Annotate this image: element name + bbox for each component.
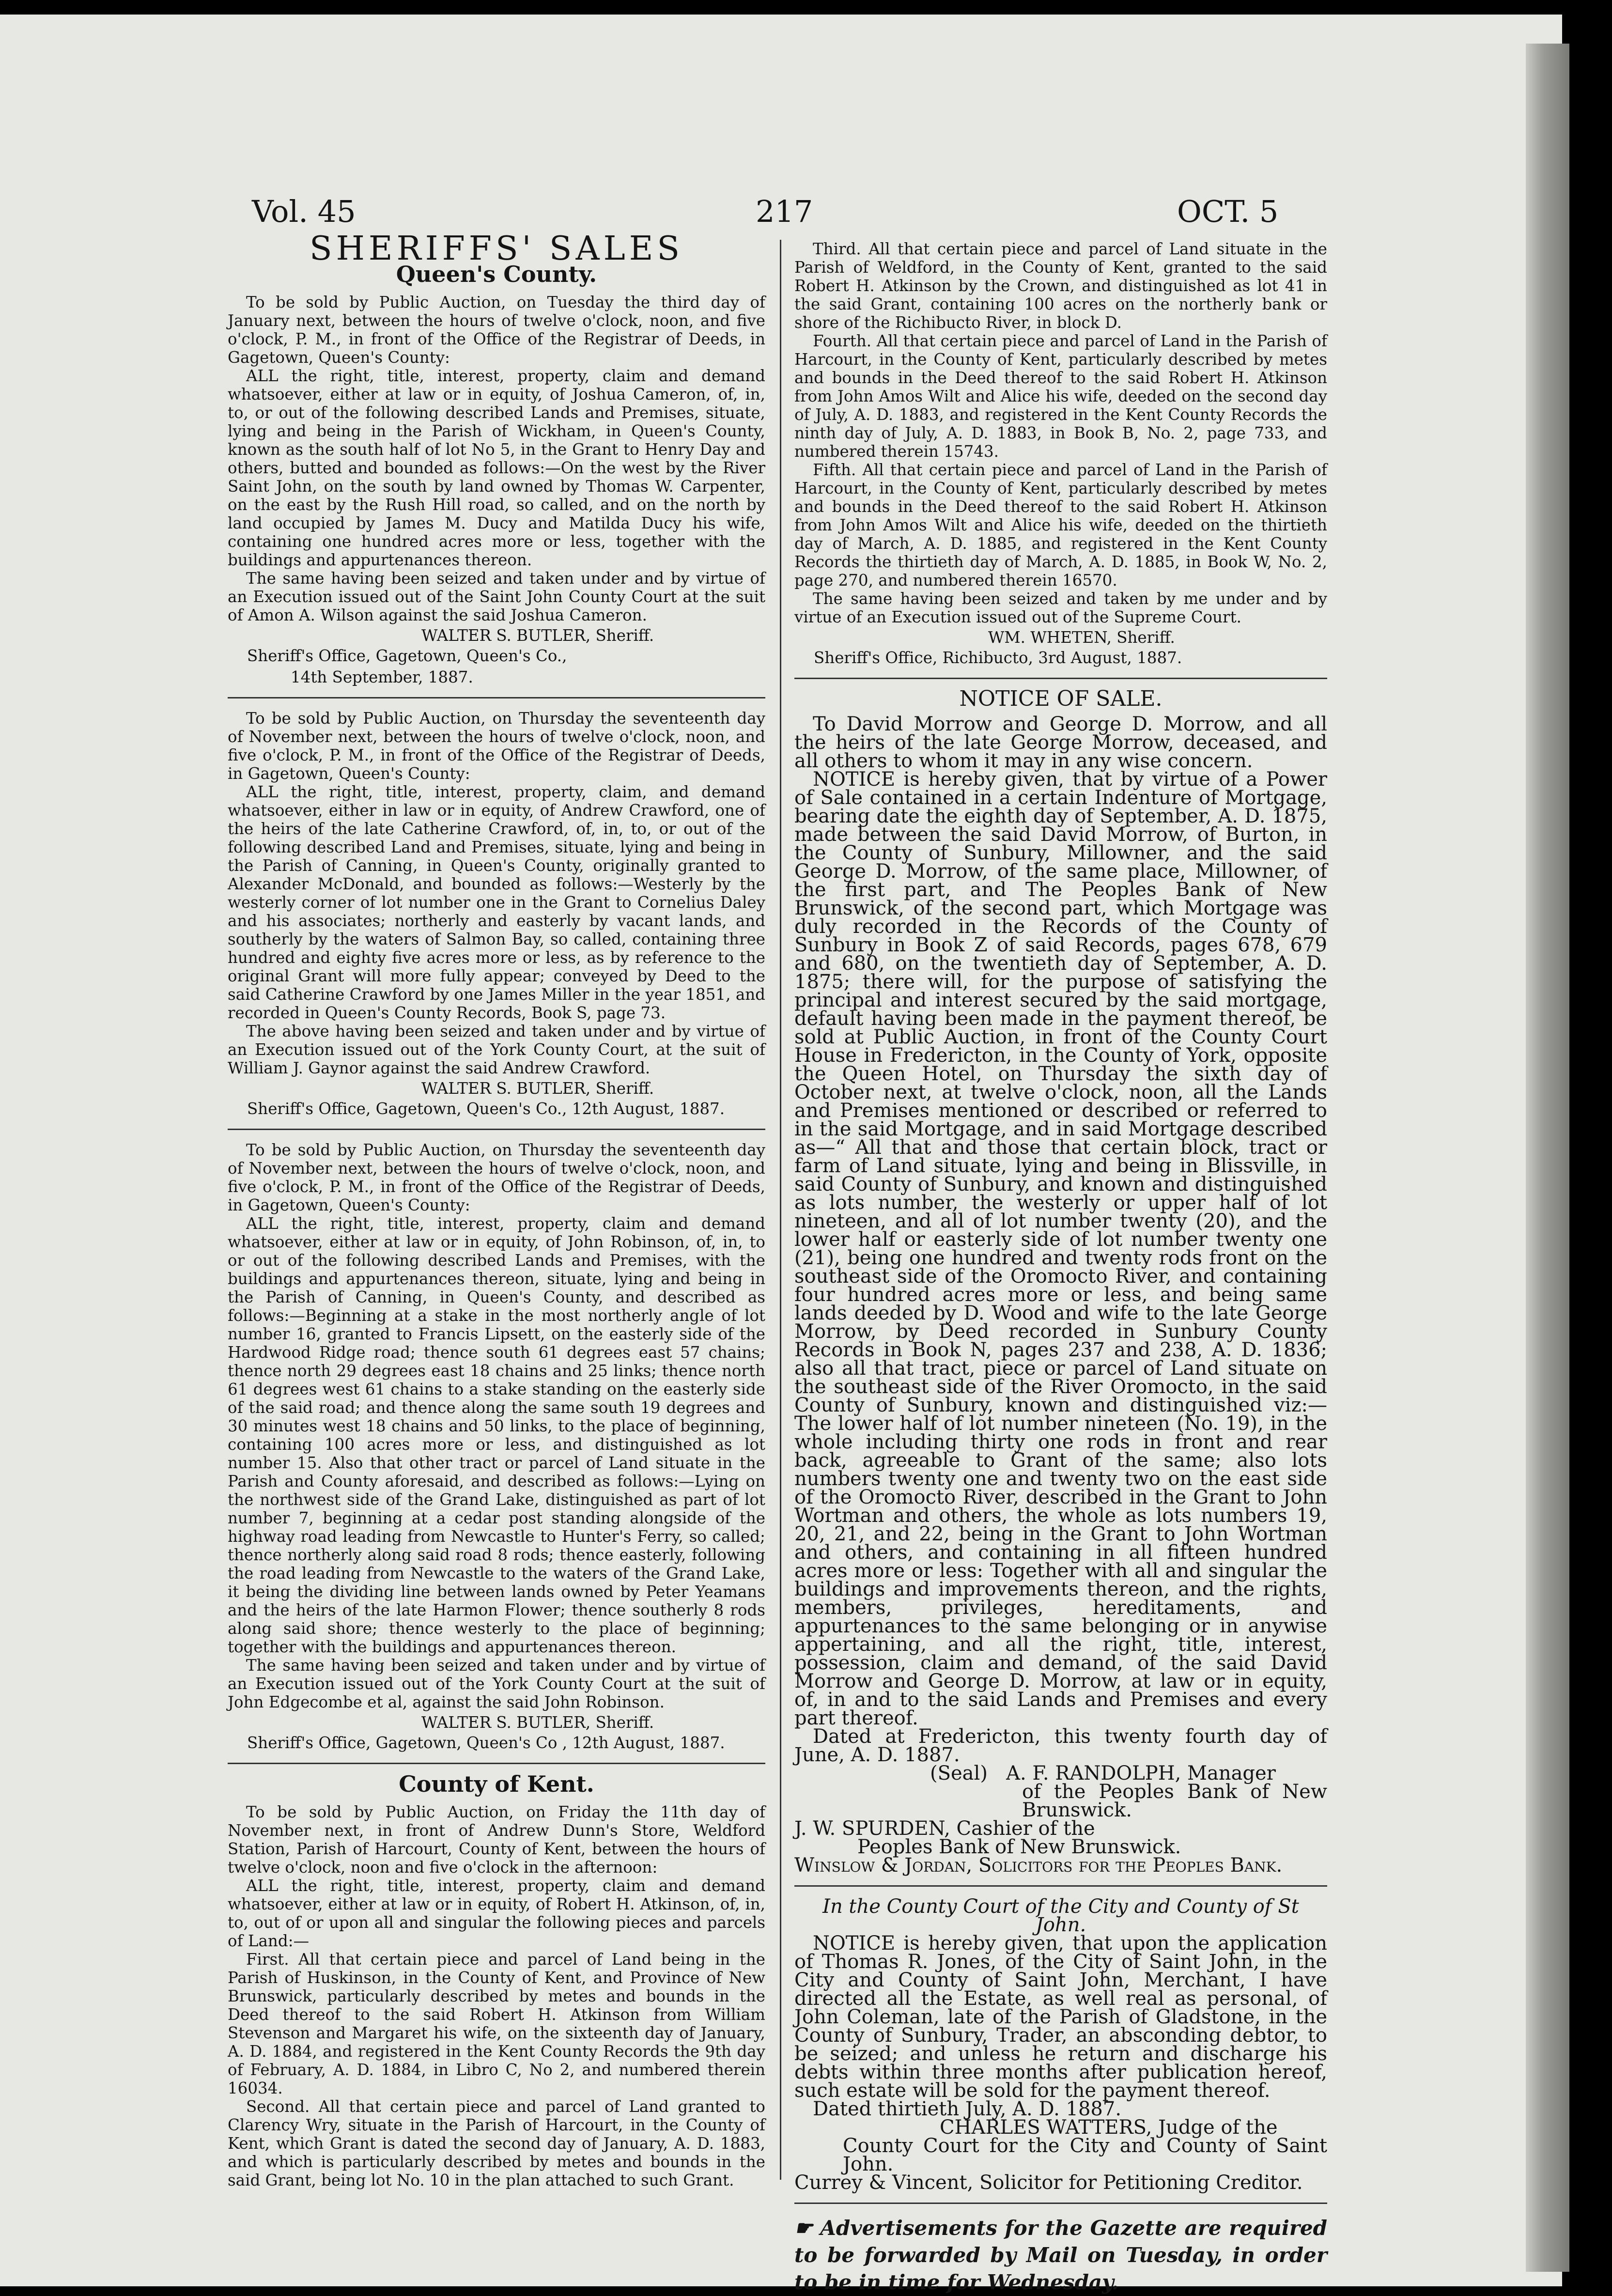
- notice-seizure: The same having been seized and taken under and by virtue of an Execution issued out of the Saint John County Court at the suit of Amon A. Wilson against the said Joshua Cameron.: [228, 569, 765, 624]
- notice-body: ALL the right, title, interest, property, claim, and demand whatsoever, either in law or in equity, of Andrew Crawford, one of the heirs of the late Catherine Crawford, of, in, to, or out of the following described Land and Premises, situate, lying and being in the Parish of Canning, in Queen's County, originally granted to Alexander McDonald, and bounded as follows:—Westerly by the westerly corner of lot number one in the Grant to Cornelius Daley and his associates; northerly and easterly by vacant lands, and southerly by the waters of Salmon Bay, so called, containing three hundred and eighty five acres more or less, as by reference to the original Grant will more fully appear; conveyed by Deed to the said Catherine Crawford by one James Miller in the year 1851, and recorded in Queen's County Records, Book S, page 73.: [228, 783, 765, 1022]
- right-column: [794, 240, 1327, 2296]
- sheriff-signature: WALTER S. BUTLER, Sheriff.: [421, 626, 654, 645]
- notice-seizure: The same having been seized and taken under and by virtue of an Execution issued out of the York County Court at the suit of John Edgecombe et al, against the said John Robinson.: [228, 1656, 765, 1711]
- sheriff-office: Sheriff's Office, Gagetown, Queen's Co., 12th August, 1887.: [247, 1100, 725, 1118]
- parcel-third: Third. All that certain piece and parcel of Land situate in the Parish of Weldford, in the County of Kent, granted to the said Robert H. Atkinson by the Crown, and distinguished as lot 41 in the said Grant, containing 100 acres on the northerly bank or shore of the Richibucto River, in block D.: [794, 240, 1327, 332]
- left-column: [228, 230, 765, 2189]
- sheriff-signature: WM. WHETEN, Sheriff.: [988, 628, 1175, 647]
- cashier-signature: J. W. SPURDEN, Cashier of the: [794, 1817, 1095, 1840]
- parcel-first: First. All that certain piece and parcel of Land being in the Parish of Huskinson, in the County of Kent, and Province of New Brunswick, particularly described by metes and bounds in the Deed thereof to the said Robert H. Atkinson from William Stevenson and Margaret his wife, on the sixteenth day of January, A. D. 1884, and registered in the Kent County Records the 9th day of February, A. D. 1884, in Libro C, No 2, and numbered therein 16034.: [228, 1950, 765, 2097]
- court-notice-date: Dated thirtieth July, A. D. 1887.: [813, 2098, 1122, 2120]
- notice-intro: To be sold by Public Auction, on Friday the 11th day of November next, in front of Andrew Dunn's Store, Weldford Station, Parish of Harcourt, County of Kent, between the hours of twelve o'clock, noon and five o'clock in the afternoon:: [228, 1803, 765, 1877]
- notice-of-sale-heading: NOTICE OF SALE.: [959, 686, 1162, 711]
- notice-seizure: The above having been seized and taken under and by virtue of an Execution issued out of the York County Court, at the suit of William J. Gaynor against the said Andrew Crawford.: [228, 1022, 765, 1077]
- book-spine-edge: [1526, 44, 1569, 2272]
- sheriff-office: Sheriff's Office, Richibucto, 3rd August, 1887.: [814, 649, 1182, 667]
- section-rule: [794, 678, 1327, 679]
- manager-signature: A. F. RANDOLPH, Manager: [1006, 1762, 1276, 1784]
- sheriff-office: Sheriff's Office, Gagetown, Queen's Co.,: [247, 647, 567, 665]
- section-rule: [228, 697, 765, 698]
- section-rule: [228, 1763, 765, 1764]
- advertisement-text: Advertisements for the Gazette are required to be forwarded by Mail on Tuesday, in order to be in time for Wednesday.: [794, 2216, 1327, 2294]
- notice-addressees: To David Morrow and George D. Morrow, and all the heirs of the late George Morrow, deceased, and all others to whom it may in any wise concern.: [794, 713, 1327, 772]
- creditor-solicitor: Currey & Vincent, Solicitor for Petitioning Creditor.: [794, 2172, 1303, 2194]
- column-divider: [780, 240, 781, 2180]
- court-notice-body: NOTICE is hereby given, that upon the application of Thomas R. Jones, of the City of Saint John, in the City and County of Saint John, Merchant, I have directed all the Estate, as well real as personal, of John Coleman, late of the Parish of Gladstone, in the County of Sunbury, Trader, an absconding debtor, to be seized; and unless he return and discharge his debts within three months after publication hereof, such estate will be sold for the payment thereof.: [794, 1932, 1327, 2102]
- manager-title: of the Peoples Bank of New Brunswick.: [1022, 1781, 1327, 1821]
- notice-body: ALL the right, title, interest, property, claim and demand whatsoever, either at law or in equity, of John Robinson, of, in, to or out of the following described Lands and Premises, with the buildings and appurtenances thereon, situate, lying and being in the Parish of Canning, in Queen's County, and described as follows:—Beginning at a stake in the most northerly angle of lot number 16, granted to Francis Lipsett, on the easterly side of the Hardwood Ridge road; thence south 61 degrees east 57 chains; thence north 29 degrees east 18 chains and 25 links; thence north 61 degrees west 61 chains to a stake standing on the easterly side of the said road; and thence along the same south 19 degrees and 30 minutes west 18 chains and 50 links, to the place of beginning, containing 100 acres more or less, and distinguished as lot number 15. Also that other tract or parcel of Land situate in the Parish and County aforesaid, and described as follows:—Lying on the northwest side of the Grand Lake, distinguished as part of lot number 7, beginning at a cedar post standing alongside of the highway road leading from Newcastle to Hunter's Ferry, so called; thence northerly along said road 8 rods; thence easterly, following the road leading from Newcastle to the waters of the Grand Lake, it being the dividing line between lands owned by Peter Yeamans and the heirs of the late Harmon Flower; thence southerly 8 rods along said shore; thence westerly to the place of beginning; together with the buildings and appurtenances thereon.: [228, 1214, 765, 1656]
- sheriff-office: Sheriff's Office, Gagetown, Queen's Co , 12th August, 1887.: [247, 1734, 725, 1752]
- parcel-fourth: Fourth. All that certain piece and parcel of Land in the Parish of Harcourt, in the County of Kent, particularly described by metes and bounds in the Deed thereof to the said Robert H. Atkinson from John Amos Wilt and Alice his wife, deeded on the second day of July, A. D. 1883, and registered in the Kent County Records the ninth day of July, A. D. 1883, in Book B, No. 2, page 733, and numbered therein 15743.: [794, 332, 1327, 461]
- sheriff-signature: WALTER S. BUTLER, Sheriff.: [421, 1079, 654, 1098]
- advertisement-notice: [794, 2215, 1327, 2296]
- judge-signature: CHARLES WATTERS, Judge of the: [940, 2116, 1278, 2139]
- seal-mark: (Seal): [930, 1762, 988, 1784]
- notice-dated: Dated at Fredericton, this twenty fourth day of June, A. D. 1887.: [794, 1725, 1327, 1766]
- notice-intro: To be sold by Public Auction, on Thursday the seventeenth day of November next, between the hours of twelve o'clock, noon, and five o'clock, P. M., in front of the Office of the Registrar of Deeds, in Gagetown, Queen's County:: [228, 1141, 765, 1214]
- section-rule: [794, 1885, 1327, 1887]
- sheriff-signature: WALTER S. BUTLER, Sheriff.: [421, 1713, 654, 1732]
- volume-label: Vol. 45: [252, 194, 356, 229]
- page-title: SHERIFFS' SALES: [310, 230, 683, 268]
- notice-intro: To be sold by Public Auction, on Thursday the seventeenth day of November next, between the hours of twelve o'clock, noon, and five o'clock, P. M., in front of the Office of the Registrar of Deeds, in Gagetown, Queen's County:: [228, 709, 765, 783]
- kent-county-heading: County of Kent.: [399, 1771, 594, 1797]
- queens-county-heading: Queen's County.: [396, 261, 597, 287]
- notice-body: ALL the right, title, interest, property, claim and demand whatsoever, either at law or in equity, of Joshua Cameron, of, in, to, or out of the following described Lands and Premises, situate, lying and being in the Parish of Wickham, in Queen's County, known as the south half of lot No 5, in the Grant to Henry Day and others, butted and bounded as follows:—On the west by the River Saint John, on the south by land owned by Thomas W. Carpenter, on the east by the Rush Hill road, so called, and on the north by land occupied by James M. Ducy and Matilda Ducy his wife, containing one hundred acres more or less, together with the buildings and appurtenances thereon.: [228, 367, 765, 569]
- court-heading: In the County Court of the City and County of St John.: [822, 1895, 1299, 1936]
- judge-title: County Court for the City and County of Saint John.: [843, 2135, 1327, 2175]
- solicitors-line: Winslow & Jordan, Solicitors for the Peoples Bank.: [794, 1854, 1283, 1877]
- section-rule: [228, 1129, 765, 1130]
- notice-of-sale-body: NOTICE is hereby given, that by virtue of a Power of Sale contained in a certain Indenture of Mortgage, bearing date the eighth day of September, A. D. 1875, made between the said David Morrow, of Burton, in the County of Sunbury, Millowner, and the said George D. Morrow, of the same place, Millowner, of the first part, and The Peoples Bank of New Brunswick, of the second part, which Mortgage was duly recorded in the Records of the County of Sunbury in Book Z of said Records, pages 678, 679 and 680, on the twentieth day of September, A. D. 1875; there will, for the purpose of satisfying the principal and interest secured by the said mortgage, default having been made in the payment thereof, be sold at Public Auction, in front of the County Court House in Fredericton, in the County of York, opposite the Queen Hotel, on Thursday the sixth day of October next, at twelve o'clock, noon, all the Lands and Premises mentioned or described or referred to in the said Mortgage, and in said Mortgage described as—“ All that and those that certain block, tract or farm of Land situate, lying and being in Blissville, in said County of Sunbury, and known and distinguished as lots number, the westerly or upper half of lot nineteen, and all of lot number twenty (20), and the lower half or easterly side of lot number twenty one (21), being one hundred and twenty rods front on the southeast side of the Oromocto River, and containing four hundred acres more or less, and being same lands deeded by D. Wood and wife to the late George Morrow, by Deed recorded in Sunbury County Records in Book N, pages 237 and 238, A. D. 1836; also all that tract, piece or parcel of Land situate on the southeast side of the River Oromocto, in the said County of Sunbury, known and distinguished viz:—The lower half of lot number nineteen (No. 19), in the whole including thirty one rods in front and rear back, agreeable to Grant of the same; also lots numbers twenty one and twenty two on the east side of the Oromocto River, described in the Grant to John Wortman and others, the whole as lots numbers 19, 20, 21, and 22, being in the Grant to John Wortman and others, and containing in all fifteen hundred acres more or less: Together with all and singular the buildings and improvements thereon, and the rights, members, privileges, hereditaments, and appurtenances to the same belonging or in anywise appertaining, and all the right, title, interest, possession, claim and demand, of the said David Morrow and George D. Morrow, at law or in equity, of, in and to the said Lands and Premises and every part thereof.: [794, 768, 1327, 1729]
- notice-seizure: The same having been seized and taken by me under and by virtue of an Execution issued out of the Supreme Court.: [794, 590, 1327, 626]
- notice-intro: To be sold by Public Auction, on Tuesday the third day of January next, between the hours of twelve o'clock, noon, and five o'clock, P. M., in front of the Office of the Registrar of Deeds, in Gagetown, Queen's County:: [228, 293, 765, 367]
- cashier-title: Peoples Bank of New Brunswick.: [857, 1836, 1181, 1858]
- parcel-second: Second. All that certain piece and parcel of Land granted to Clarency Wry, situate in the Parish of Harcourt, in the County of Kent, which Grant is dated the second day of January, A. D. 1883, and which is particularly described by metes and bounds in the said Grant, being lot No. 10 in the plan attached to such Grant.: [228, 2097, 765, 2189]
- section-rule: [794, 2203, 1327, 2204]
- page-number: 217: [756, 194, 813, 229]
- parcel-fifth: Fifth. All that certain piece and parcel of Land in the Parish of Harcourt, in the County of Kent, particularly described by metes and bounds in the Deed thereof to the said Robert H. Atkinson from John Amos Wilt and Alice his wife, deeded on the thirtieth day of March, A. D. 1885, and registered in the Kent County Records the thirtieth day of March, A. D. 1885, in Book W, No. 2, page 270, and numbered therein 16570.: [794, 461, 1327, 590]
- issue-date: OCT. 5: [1177, 194, 1279, 229]
- notice-body: ALL the right, title, interest, property, claim and demand whatsoever, either at law or in equity, of Robert H. Atkinson, of, in, to, out of or upon all and singular the following pieces and parcels of Land:—: [228, 1877, 765, 1950]
- notice-date: 14th September, 1887.: [291, 668, 473, 686]
- pointing-hand-icon: ☛: [794, 2216, 813, 2240]
